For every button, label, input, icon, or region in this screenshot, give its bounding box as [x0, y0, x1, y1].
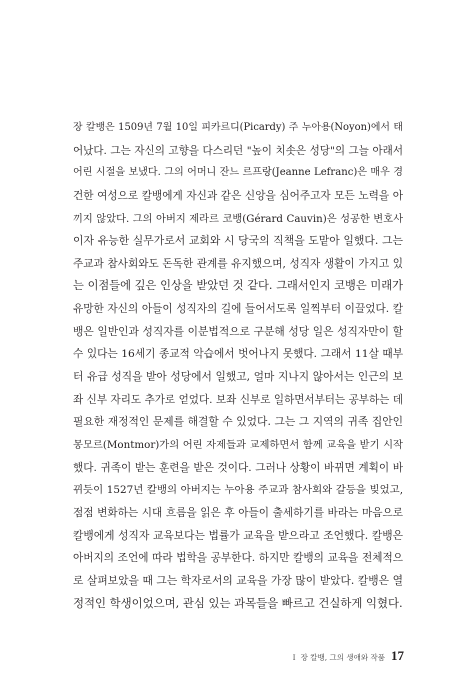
text-line: 수 있다는 16세기 종교적 악습에서 벗어나지 못했다. 그래서 11살 때부	[73, 347, 403, 361]
text-line: 유망한 자신의 아들이 성직자의 길에 들어서도록 일찍부터 이끌었다. 칼	[73, 302, 403, 316]
text-line: 정적인 학생이었으며, 관심 있는 과목들을 빠르고 건실하게 익혔다.	[73, 596, 403, 611]
text-line: 터 유급 성직을 받아 성당에서 일했고, 얼마 지나지 않아서는 인근의 보	[73, 370, 403, 384]
text-line: 장 칼뱅은 1509년 7월 10일 피카르디(Picardy) 주 누아용(Noyon)에서 태	[73, 122, 403, 133]
text-line: 몽모르(Montmor)가의 어린 자제들과 교제하면서 함께 교육을 받기 시작	[73, 438, 403, 451]
text-line: 뱅은 일반인과 성직자를 이분법적으로 구분해 성당 일은 성직자만이 할	[73, 324, 403, 338]
text-line: 점점 변화하는 시대 흐름을 읽은 후 아들이 출세하기를 바라는 마음으로	[73, 505, 403, 519]
text-line: 어났다. 그는 자신의 고향을 다스리던 "높이 치솟은 성당"의 그늘 아래서	[73, 144, 403, 157]
text-line: 는 이점들에 깊은 인상을 받았던 것 같다. 그래서인지 코뱅은 미래가	[73, 279, 403, 293]
footer-marker: I	[292, 653, 296, 662]
text-line: 로 살펴보았을 때 그는 학자로서의 교육을 가장 많이 받았다. 칼뱅은 열	[73, 573, 403, 587]
text-line: 주교과 참사회와도 돈독한 관계를 유지했으며, 성직자 생활이 가지고 있	[73, 256, 403, 270]
text-line: 끼지 않았다. 그의 아버지 제라르 코뱅(Gérard Cauvin)은 성공한 변호사	[73, 212, 403, 225]
text-line: 아버지의 조언에 따라 법학을 공부한다. 하지만 칼뱅의 교육을 전체적으	[73, 551, 403, 565]
page-number: 17	[391, 648, 404, 663]
text-line: 어린 시절을 보냈다. 그의 어머니 잔느 르프랑(Jeanne Lefranc)은 매우 경	[73, 167, 403, 179]
text-line: 이자 유능한 실무가로서 교회와 시 당국의 직책을 도맡아 일했다. 그는	[73, 234, 403, 248]
text-line: 좌 신부 자리도 추가로 얻었다. 보좌 신부로 일하면서부터는 공부하는 데	[73, 393, 403, 406]
page-footer	[293, 648, 404, 664]
text-line: 칼뱅에게 성직자 교육보다는 법률가 교육을 받으라고 조언했다. 칼뱅은	[73, 528, 403, 542]
text-line: 필요한 재정적인 문제를 해결할 수 있었다. 그는 그 지역의 귀족 집안인	[73, 415, 403, 429]
text-line: 뀌듯이 1527년 칼뱅의 아버지는 누아용 주교과 참사회와 갈등을 빚었고,	[73, 484, 403, 497]
text-line: 했다. 귀족이 받는 훈련을 받은 것이다. 그러나 상황이 바뀌면 계획이 바	[73, 460, 403, 474]
text-line: 건한 여성으로 칼뱅에게 자신과 같은 신앙을 심어주고자 모든 노력을 아	[73, 188, 403, 202]
running-title: 장 칼뱅, 그의 생애와 작품	[300, 653, 385, 662]
body-text	[73, 117, 403, 615]
